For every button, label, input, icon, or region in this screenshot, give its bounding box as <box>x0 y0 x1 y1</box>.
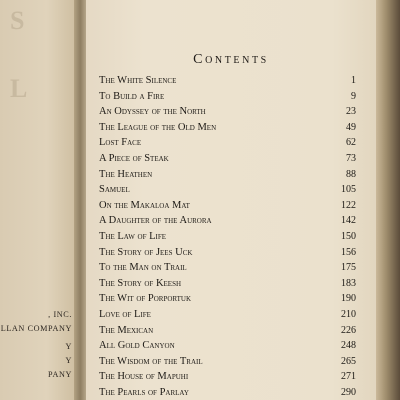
toc-entry-page: 290 <box>341 386 356 398</box>
toc-entry <box>99 229 356 245</box>
toc-entry-page: 62 <box>346 137 356 149</box>
toc-entry <box>99 291 356 307</box>
toc-entry-page: 23 <box>346 106 356 118</box>
toc-entry <box>99 120 356 136</box>
toc-entry-page: 265 <box>341 355 356 367</box>
toc-entry <box>99 245 356 261</box>
bleed-through-letter: S <box>10 6 27 35</box>
toc-entry <box>99 369 356 385</box>
left-page <box>0 0 78 400</box>
toc-entry-title: The Mexican <box>99 324 154 336</box>
toc-entry-title: An Odyssey of the North <box>99 106 206 118</box>
toc-entry-page: 49 <box>346 121 356 133</box>
toc-entry <box>99 198 356 214</box>
publisher-line: , INC. <box>48 310 72 319</box>
bleed-through-letter: L <box>10 74 30 103</box>
contents-page <box>86 0 376 400</box>
toc-entry <box>99 89 356 105</box>
toc-entry-title: Lost Face <box>99 137 142 149</box>
toc-entry-title: Samuel <box>99 184 130 196</box>
toc-entry <box>99 104 356 120</box>
toc-entry-title: Love of Life <box>99 308 151 320</box>
publisher-line: Y <box>65 342 72 351</box>
toc-entry <box>99 73 356 89</box>
toc-entry-title: All Gold Canyon <box>99 340 175 352</box>
toc-entry-page: 73 <box>346 152 356 164</box>
toc-entry-page: 248 <box>341 340 356 352</box>
toc-entry <box>99 167 356 183</box>
toc-entry-page: 88 <box>346 168 356 180</box>
toc-entry-title: The League of the Old Men <box>99 121 217 133</box>
toc-entry-page: 142 <box>341 215 356 227</box>
toc-entry-title: On the Makaloa Mat <box>99 199 190 211</box>
toc-entry-title: The Heathen <box>99 168 153 180</box>
publisher-line: Y <box>65 356 72 365</box>
toc-entry <box>99 182 356 198</box>
toc-entry-page: 183 <box>341 277 356 289</box>
toc-entry <box>99 385 356 400</box>
toc-entry-page: 226 <box>341 324 356 336</box>
page-title: Contents <box>193 52 269 67</box>
toc-entry-title: To Build a Fire <box>99 90 165 102</box>
page-edge <box>376 0 400 400</box>
toc-entry-title: The Story of Keesh <box>99 277 182 289</box>
toc-entry <box>99 260 356 276</box>
toc-entry-page: 271 <box>341 371 356 383</box>
toc-entry-page: 150 <box>341 230 356 242</box>
publisher-line: LLAN COMPANY <box>0 324 72 333</box>
toc-entry-page: 190 <box>341 293 356 305</box>
toc-entry-page: 122 <box>341 199 356 211</box>
toc-entry <box>99 135 356 151</box>
toc-entry <box>99 213 356 229</box>
toc-entry-title: The Wisdom of the Trail <box>99 355 203 367</box>
toc-entry-page: 156 <box>341 246 356 258</box>
toc-entry <box>99 354 356 370</box>
toc-entry-page: 105 <box>341 184 356 196</box>
toc-entry-title: The White Silence <box>99 75 177 86</box>
toc-entry <box>99 276 356 292</box>
toc-entry <box>99 323 356 339</box>
toc-entry-page: 1 <box>351 75 356 86</box>
publisher-line: PANY <box>48 370 72 379</box>
toc-entry-page: 9 <box>351 90 356 102</box>
toc-entry <box>99 151 356 167</box>
toc-entry-title: The Pearls of Parlay <box>99 386 189 398</box>
table-of-contents <box>99 73 356 400</box>
toc-entry-title: A Daughter of the Aurora <box>99 215 212 227</box>
toc-entry-title: The Story of Jees Uck <box>99 246 193 258</box>
toc-entry-title: A Piece of Steak <box>99 152 169 164</box>
toc-entry-title: The House of Mapuhi <box>99 371 189 383</box>
toc-entry-title: To the Man on Trail <box>99 262 187 274</box>
toc-entry-page: 210 <box>341 308 356 320</box>
toc-entry-title: The Law of Life <box>99 230 166 242</box>
toc-entry-title: The Wit of Porportuk <box>99 293 192 305</box>
toc-entry <box>99 307 356 323</box>
toc-entry-page: 175 <box>341 262 356 274</box>
toc-entry <box>99 338 356 354</box>
